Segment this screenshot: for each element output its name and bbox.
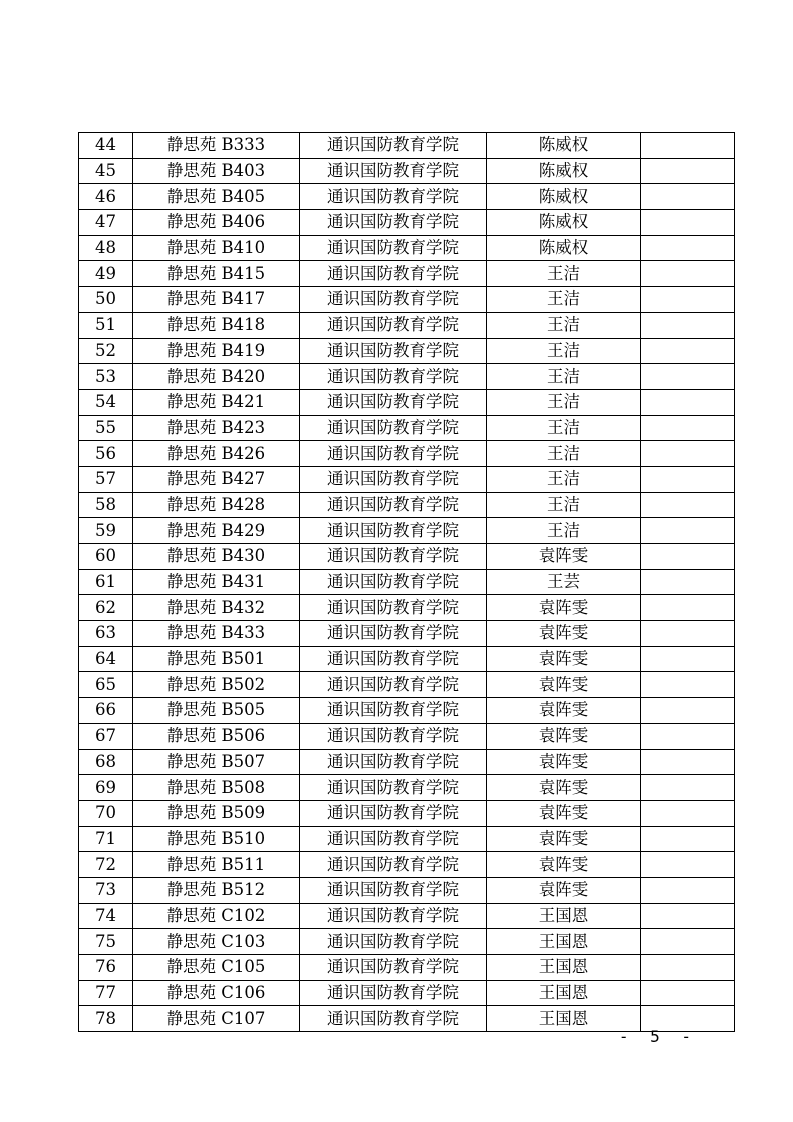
room-cell: 静思苑 B420 (133, 364, 300, 390)
table-row (79, 235, 735, 261)
contact-person-cell: 王洁 (487, 364, 641, 390)
row-number-cell: 71 (79, 826, 133, 852)
contact-person-cell: 袁阵雯 (487, 621, 641, 647)
contact-person-cell: 袁阵雯 (487, 646, 641, 672)
room-cell: 静思苑 C107 (133, 1006, 300, 1032)
note-cell (641, 287, 735, 313)
table-row (79, 698, 735, 724)
table-row (79, 646, 735, 672)
table-body (79, 133, 735, 1032)
table-row (79, 261, 735, 287)
contact-person-cell: 袁阵雯 (487, 672, 641, 698)
note-cell (641, 441, 735, 467)
note-cell (641, 621, 735, 647)
note-cell (641, 852, 735, 878)
contact-person-cell: 袁阵雯 (487, 775, 641, 801)
college-cell: 通识国防教育学院 (300, 261, 487, 287)
college-cell: 通识国防教育学院 (300, 595, 487, 621)
contact-person-cell: 袁阵雯 (487, 723, 641, 749)
contact-person-cell: 王洁 (487, 466, 641, 492)
college-cell: 通识国防教育学院 (300, 466, 487, 492)
room-cell: 静思苑 B421 (133, 389, 300, 415)
note-cell (641, 466, 735, 492)
room-cell: 静思苑 C106 (133, 980, 300, 1006)
college-cell: 通识国防教育学院 (300, 158, 487, 184)
table-row (79, 338, 735, 364)
college-cell: 通识国防教育学院 (300, 441, 487, 467)
room-cell: 静思苑 B410 (133, 235, 300, 261)
row-number-cell: 68 (79, 749, 133, 775)
note-cell (641, 518, 735, 544)
room-cell: 静思苑 B510 (133, 826, 300, 852)
college-cell: 通识国防教育学院 (300, 210, 487, 236)
room-cell: 静思苑 C105 (133, 955, 300, 981)
contact-person-cell: 袁阵雯 (487, 544, 641, 570)
room-cell: 静思苑 B506 (133, 723, 300, 749)
contact-person-cell: 袁阵雯 (487, 852, 641, 878)
table-row (79, 955, 735, 981)
college-cell: 通识国防教育学院 (300, 492, 487, 518)
row-number-cell: 52 (79, 338, 133, 364)
table-row (79, 466, 735, 492)
row-number-cell: 67 (79, 723, 133, 749)
table-row (79, 184, 735, 210)
college-cell: 通识国防教育学院 (300, 852, 487, 878)
row-number-cell: 73 (79, 877, 133, 903)
room-cell: 静思苑 B429 (133, 518, 300, 544)
row-number-cell: 61 (79, 569, 133, 595)
row-number-cell: 69 (79, 775, 133, 801)
contact-person-cell: 王洁 (487, 441, 641, 467)
room-cell: 静思苑 B419 (133, 338, 300, 364)
row-number-cell: 45 (79, 158, 133, 184)
contact-person-cell: 王洁 (487, 518, 641, 544)
table-row (79, 852, 735, 878)
room-cell: 静思苑 B433 (133, 621, 300, 647)
row-number-cell: 57 (79, 466, 133, 492)
room-cell: 静思苑 B507 (133, 749, 300, 775)
college-cell: 通识国防教育学院 (300, 646, 487, 672)
note-cell (641, 955, 735, 981)
college-cell: 通识国防教育学院 (300, 518, 487, 544)
note-cell (641, 800, 735, 826)
college-cell: 通识国防教育学院 (300, 929, 487, 955)
row-number-cell: 72 (79, 852, 133, 878)
row-number-cell: 64 (79, 646, 133, 672)
college-cell: 通识国防教育学院 (300, 569, 487, 595)
room-cell: 静思苑 B427 (133, 466, 300, 492)
note-cell (641, 903, 735, 929)
college-cell: 通识国防教育学院 (300, 133, 487, 159)
college-cell: 通识国防教育学院 (300, 389, 487, 415)
note-cell (641, 133, 735, 159)
table-row (79, 826, 735, 852)
note-cell (641, 826, 735, 852)
room-cell: 静思苑 C102 (133, 903, 300, 929)
contact-person-cell: 袁阵雯 (487, 800, 641, 826)
room-cell: 静思苑 B512 (133, 877, 300, 903)
contact-person-cell: 袁阵雯 (487, 749, 641, 775)
contact-person-cell: 王洁 (487, 261, 641, 287)
note-cell (641, 749, 735, 775)
room-cell: 静思苑 B405 (133, 184, 300, 210)
table-row (79, 800, 735, 826)
room-cell: 静思苑 C103 (133, 929, 300, 955)
college-cell: 通识国防教育学院 (300, 698, 487, 724)
note-cell (641, 595, 735, 621)
row-number-cell: 47 (79, 210, 133, 236)
table-row (79, 595, 735, 621)
row-number-cell: 70 (79, 800, 133, 826)
contact-person-cell: 袁阵雯 (487, 826, 641, 852)
row-number-cell: 59 (79, 518, 133, 544)
contact-person-cell: 王国恩 (487, 903, 641, 929)
row-number-cell: 63 (79, 621, 133, 647)
contact-person-cell: 陈威权 (487, 210, 641, 236)
room-cell: 静思苑 B406 (133, 210, 300, 236)
table-row (79, 312, 735, 338)
table-row (79, 877, 735, 903)
note-cell (641, 698, 735, 724)
note-cell (641, 261, 735, 287)
contact-person-cell: 王洁 (487, 338, 641, 364)
note-cell (641, 415, 735, 441)
contact-person-cell: 陈威权 (487, 184, 641, 210)
table-row (79, 929, 735, 955)
college-cell: 通识国防教育学院 (300, 235, 487, 261)
row-number-cell: 55 (79, 415, 133, 441)
row-number-cell: 78 (79, 1006, 133, 1032)
row-number-cell: 60 (79, 544, 133, 570)
contact-person-cell: 王国恩 (487, 1006, 641, 1032)
contact-person-cell: 王洁 (487, 312, 641, 338)
row-number-cell: 65 (79, 672, 133, 698)
row-number-cell: 44 (79, 133, 133, 159)
table-row (79, 441, 735, 467)
room-cell: 静思苑 B403 (133, 158, 300, 184)
row-number-cell: 51 (79, 312, 133, 338)
room-cell: 静思苑 B511 (133, 852, 300, 878)
room-cell: 静思苑 B430 (133, 544, 300, 570)
contact-person-cell: 王洁 (487, 492, 641, 518)
table-row (79, 903, 735, 929)
table-row (79, 287, 735, 313)
college-cell: 通识国防教育学院 (300, 287, 487, 313)
table-row (79, 544, 735, 570)
contact-person-cell: 王芸 (487, 569, 641, 595)
college-cell: 通识国防教育学院 (300, 800, 487, 826)
contact-person-cell: 王国恩 (487, 980, 641, 1006)
contact-person-cell: 王国恩 (487, 955, 641, 981)
college-cell: 通识国防教育学院 (300, 826, 487, 852)
note-cell (641, 569, 735, 595)
note-cell (641, 389, 735, 415)
room-cell: 静思苑 B333 (133, 133, 300, 159)
row-number-cell: 77 (79, 980, 133, 1006)
note-cell (641, 877, 735, 903)
college-cell: 通识国防教育学院 (300, 723, 487, 749)
room-cell: 静思苑 B415 (133, 261, 300, 287)
table-row (79, 210, 735, 236)
table-row (79, 980, 735, 1006)
row-number-cell: 76 (79, 955, 133, 981)
college-cell: 通识国防教育学院 (300, 621, 487, 647)
row-number-cell: 53 (79, 364, 133, 390)
room-assignment-table (78, 132, 735, 1032)
table-row (79, 749, 735, 775)
note-cell (641, 184, 735, 210)
note-cell (641, 980, 735, 1006)
room-cell: 静思苑 B432 (133, 595, 300, 621)
table-row (79, 569, 735, 595)
contact-person-cell: 王国恩 (487, 929, 641, 955)
room-cell: 静思苑 B418 (133, 312, 300, 338)
college-cell: 通识国防教育学院 (300, 980, 487, 1006)
room-cell: 静思苑 B417 (133, 287, 300, 313)
college-cell: 通识国防教育学院 (300, 544, 487, 570)
page-number: - 5 - (618, 1027, 697, 1046)
college-cell: 通识国防教育学院 (300, 1006, 487, 1032)
contact-person-cell: 陈威权 (487, 133, 641, 159)
college-cell: 通识国防教育学院 (300, 184, 487, 210)
note-cell (641, 646, 735, 672)
table-row (79, 415, 735, 441)
row-number-cell: 46 (79, 184, 133, 210)
room-cell: 静思苑 B428 (133, 492, 300, 518)
college-cell: 通识国防教育学院 (300, 955, 487, 981)
room-cell: 静思苑 B426 (133, 441, 300, 467)
contact-person-cell: 袁阵雯 (487, 877, 641, 903)
note-cell (641, 312, 735, 338)
note-cell (641, 775, 735, 801)
table-row (79, 621, 735, 647)
room-cell: 静思苑 B431 (133, 569, 300, 595)
contact-person-cell: 王洁 (487, 415, 641, 441)
note-cell (641, 492, 735, 518)
room-cell: 静思苑 B509 (133, 800, 300, 826)
row-number-cell: 66 (79, 698, 133, 724)
contact-person-cell: 王洁 (487, 287, 641, 313)
table-row (79, 723, 735, 749)
note-cell (641, 158, 735, 184)
college-cell: 通识国防教育学院 (300, 877, 487, 903)
table-row (79, 133, 735, 159)
note-cell (641, 672, 735, 698)
contact-person-cell: 王洁 (487, 389, 641, 415)
note-cell (641, 929, 735, 955)
note-cell (641, 723, 735, 749)
row-number-cell: 75 (79, 929, 133, 955)
row-number-cell: 62 (79, 595, 133, 621)
row-number-cell: 56 (79, 441, 133, 467)
table-row (79, 775, 735, 801)
college-cell: 通识国防教育学院 (300, 775, 487, 801)
contact-person-cell: 陈威权 (487, 158, 641, 184)
college-cell: 通识国防教育学院 (300, 749, 487, 775)
row-number-cell: 50 (79, 287, 133, 313)
row-number-cell: 49 (79, 261, 133, 287)
room-cell: 静思苑 B502 (133, 672, 300, 698)
college-cell: 通识国防教育学院 (300, 415, 487, 441)
note-cell (641, 235, 735, 261)
row-number-cell: 48 (79, 235, 133, 261)
room-cell: 静思苑 B508 (133, 775, 300, 801)
note-cell (641, 544, 735, 570)
contact-person-cell: 袁阵雯 (487, 698, 641, 724)
table-row (79, 364, 735, 390)
contact-person-cell: 袁阵雯 (487, 595, 641, 621)
note-cell (641, 210, 735, 236)
row-number-cell: 54 (79, 389, 133, 415)
table-row (79, 492, 735, 518)
table-row (79, 518, 735, 544)
college-cell: 通识国防教育学院 (300, 364, 487, 390)
table-row (79, 389, 735, 415)
table-row (79, 672, 735, 698)
contact-person-cell: 陈威权 (487, 235, 641, 261)
room-cell: 静思苑 B505 (133, 698, 300, 724)
college-cell: 通识国防教育学院 (300, 903, 487, 929)
note-cell (641, 364, 735, 390)
note-cell (641, 338, 735, 364)
row-number-cell: 58 (79, 492, 133, 518)
college-cell: 通识国防教育学院 (300, 338, 487, 364)
table-row (79, 158, 735, 184)
row-number-cell: 74 (79, 903, 133, 929)
room-cell: 静思苑 B501 (133, 646, 300, 672)
room-cell: 静思苑 B423 (133, 415, 300, 441)
college-cell: 通识国防教育学院 (300, 672, 487, 698)
college-cell: 通识国防教育学院 (300, 312, 487, 338)
